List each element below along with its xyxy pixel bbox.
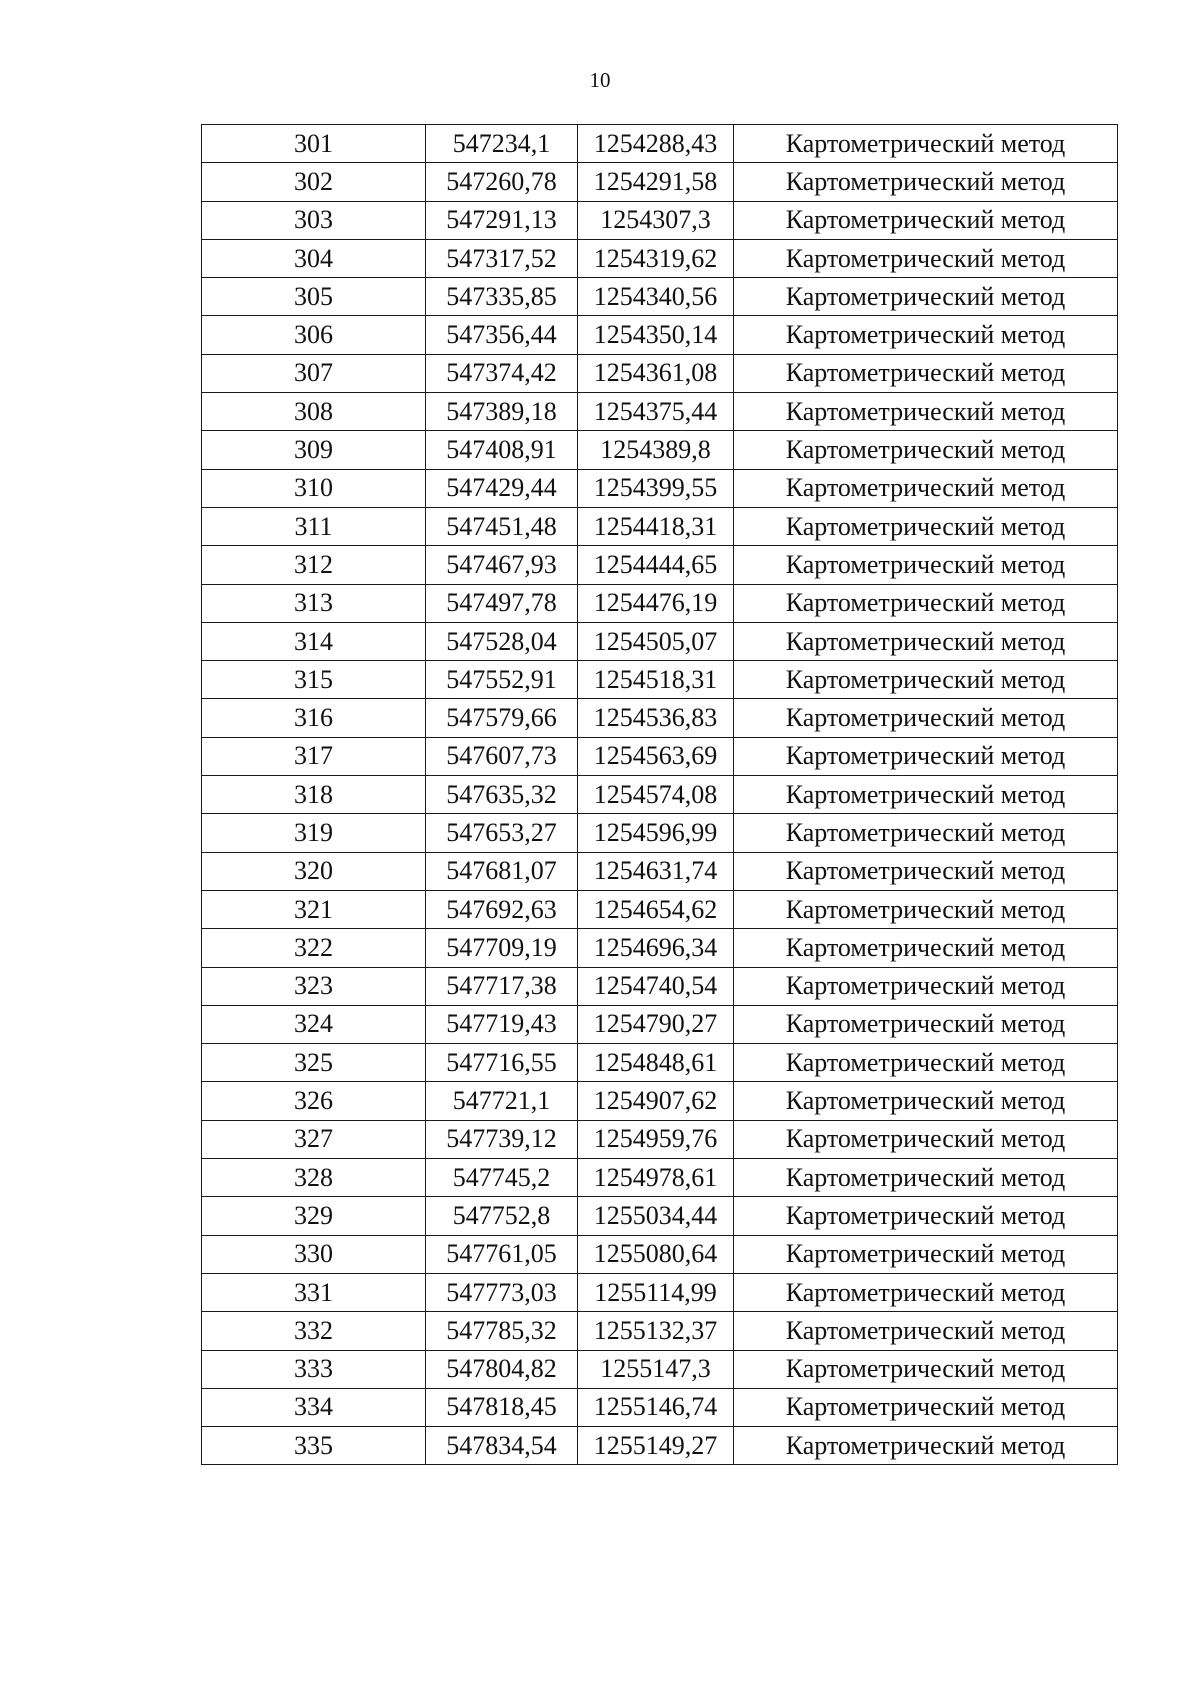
method-cell: Картометрический метод: [734, 1427, 1118, 1465]
table-row: [202, 967, 1118, 1005]
x-coordinate-cell: 547528,04: [426, 622, 578, 660]
coordinates-table-body: [202, 125, 1118, 1465]
x-coordinate-cell: 547653,27: [426, 814, 578, 852]
method-cell: Картометрический метод: [734, 699, 1118, 737]
table-row: [202, 1044, 1118, 1082]
table-row: [202, 1312, 1118, 1350]
point-number-cell: 320: [202, 852, 426, 890]
y-coordinate-cell: 1254418,31: [578, 507, 734, 545]
x-coordinate-cell: 547356,44: [426, 316, 578, 354]
table-row: [202, 1159, 1118, 1197]
table-row: [202, 316, 1118, 354]
y-coordinate-cell: 1255147,3: [578, 1350, 734, 1388]
method-cell: Картометрический метод: [734, 1159, 1118, 1197]
point-number-cell: 301: [202, 125, 426, 163]
table-row: [202, 163, 1118, 201]
point-number-cell: 308: [202, 393, 426, 431]
table-row: [202, 469, 1118, 507]
table-row: [202, 1120, 1118, 1158]
point-number-cell: 305: [202, 278, 426, 316]
table-row: [202, 1005, 1118, 1043]
y-coordinate-cell: 1254389,8: [578, 431, 734, 469]
y-coordinate-cell: 1254959,76: [578, 1120, 734, 1158]
point-number-cell: 319: [202, 814, 426, 852]
method-cell: Картометрический метод: [734, 1120, 1118, 1158]
method-cell: Картометрический метод: [734, 239, 1118, 277]
x-coordinate-cell: 547451,48: [426, 507, 578, 545]
y-coordinate-cell: 1254476,19: [578, 584, 734, 622]
point-number-cell: 313: [202, 584, 426, 622]
y-coordinate-cell: 1254574,08: [578, 776, 734, 814]
method-cell: Картометрический метод: [734, 661, 1118, 699]
x-coordinate-cell: 547497,78: [426, 584, 578, 622]
point-number-cell: 306: [202, 316, 426, 354]
x-coordinate-cell: 547752,8: [426, 1197, 578, 1235]
table-row: [202, 201, 1118, 239]
y-coordinate-cell: 1255146,74: [578, 1388, 734, 1426]
method-cell: Картометрический метод: [734, 622, 1118, 660]
x-coordinate-cell: 547721,1: [426, 1082, 578, 1120]
point-number-cell: 330: [202, 1235, 426, 1273]
method-cell: Картометрический метод: [734, 354, 1118, 392]
method-cell: Картометрический метод: [734, 814, 1118, 852]
point-number-cell: 321: [202, 890, 426, 928]
x-coordinate-cell: 547745,2: [426, 1159, 578, 1197]
point-number-cell: 317: [202, 737, 426, 775]
x-coordinate-cell: 547429,44: [426, 469, 578, 507]
y-coordinate-cell: 1254505,07: [578, 622, 734, 660]
y-coordinate-cell: 1254361,08: [578, 354, 734, 392]
x-coordinate-cell: 547834,54: [426, 1427, 578, 1465]
x-coordinate-cell: 547717,38: [426, 967, 578, 1005]
x-coordinate-cell: 547761,05: [426, 1235, 578, 1273]
method-cell: Картометрический метод: [734, 852, 1118, 890]
method-cell: Картометрический метод: [734, 929, 1118, 967]
x-coordinate-cell: 547739,12: [426, 1120, 578, 1158]
x-coordinate-cell: 547389,18: [426, 393, 578, 431]
y-coordinate-cell: 1255132,37: [578, 1312, 734, 1350]
point-number-cell: 334: [202, 1388, 426, 1426]
coordinates-table: [201, 124, 1118, 1465]
table-row: [202, 1350, 1118, 1388]
method-cell: Картометрический метод: [734, 316, 1118, 354]
x-coordinate-cell: 547719,43: [426, 1005, 578, 1043]
table-row: [202, 239, 1118, 277]
y-coordinate-cell: 1255149,27: [578, 1427, 734, 1465]
x-coordinate-cell: 547607,73: [426, 737, 578, 775]
method-cell: Картометрический метод: [734, 890, 1118, 928]
point-number-cell: 318: [202, 776, 426, 814]
method-cell: Картометрический метод: [734, 1235, 1118, 1273]
method-cell: Картометрический метод: [734, 1273, 1118, 1311]
point-number-cell: 302: [202, 163, 426, 201]
x-coordinate-cell: 547408,91: [426, 431, 578, 469]
method-cell: Картометрический метод: [734, 393, 1118, 431]
x-coordinate-cell: 547291,13: [426, 201, 578, 239]
y-coordinate-cell: 1254319,62: [578, 239, 734, 277]
x-coordinate-cell: 547681,07: [426, 852, 578, 890]
table-row: [202, 431, 1118, 469]
y-coordinate-cell: 1254536,83: [578, 699, 734, 737]
point-number-cell: 325: [202, 1044, 426, 1082]
x-coordinate-cell: 547804,82: [426, 1350, 578, 1388]
x-coordinate-cell: 547552,91: [426, 661, 578, 699]
y-coordinate-cell: 1254340,56: [578, 278, 734, 316]
x-coordinate-cell: 547773,03: [426, 1273, 578, 1311]
x-coordinate-cell: 547709,19: [426, 929, 578, 967]
point-number-cell: 332: [202, 1312, 426, 1350]
point-number-cell: 322: [202, 929, 426, 967]
x-coordinate-cell: 547317,52: [426, 239, 578, 277]
table-row: [202, 1427, 1118, 1465]
table-row: [202, 929, 1118, 967]
x-coordinate-cell: 547785,32: [426, 1312, 578, 1350]
table-row: [202, 1082, 1118, 1120]
point-number-cell: 315: [202, 661, 426, 699]
y-coordinate-cell: 1254399,55: [578, 469, 734, 507]
table-row: [202, 661, 1118, 699]
point-number-cell: 304: [202, 239, 426, 277]
point-number-cell: 333: [202, 1350, 426, 1388]
table-row: [202, 125, 1118, 163]
table-row: [202, 890, 1118, 928]
table-row: [202, 507, 1118, 545]
table-row: [202, 354, 1118, 392]
point-number-cell: 316: [202, 699, 426, 737]
method-cell: Картометрический метод: [734, 1197, 1118, 1235]
y-coordinate-cell: 1254288,43: [578, 125, 734, 163]
method-cell: Картометрический метод: [734, 1005, 1118, 1043]
point-number-cell: 309: [202, 431, 426, 469]
y-coordinate-cell: 1255080,64: [578, 1235, 734, 1273]
point-number-cell: 310: [202, 469, 426, 507]
point-number-cell: 335: [202, 1427, 426, 1465]
y-coordinate-cell: 1254563,69: [578, 737, 734, 775]
point-number-cell: 331: [202, 1273, 426, 1311]
point-number-cell: 326: [202, 1082, 426, 1120]
x-coordinate-cell: 547234,1: [426, 125, 578, 163]
point-number-cell: 327: [202, 1120, 426, 1158]
y-coordinate-cell: 1254350,14: [578, 316, 734, 354]
method-cell: Картометрический метод: [734, 125, 1118, 163]
x-coordinate-cell: 547818,45: [426, 1388, 578, 1426]
point-number-cell: 311: [202, 507, 426, 545]
point-number-cell: 307: [202, 354, 426, 392]
x-coordinate-cell: 547692,63: [426, 890, 578, 928]
method-cell: Картометрический метод: [734, 546, 1118, 584]
point-number-cell: 303: [202, 201, 426, 239]
method-cell: Картометрический метод: [734, 1388, 1118, 1426]
y-coordinate-cell: 1254307,3: [578, 201, 734, 239]
y-coordinate-cell: 1254848,61: [578, 1044, 734, 1082]
method-cell: Картометрический метод: [734, 737, 1118, 775]
method-cell: Картометрический метод: [734, 431, 1118, 469]
x-coordinate-cell: 547260,78: [426, 163, 578, 201]
table-row: [202, 584, 1118, 622]
table-row: [202, 1197, 1118, 1235]
table-row: [202, 852, 1118, 890]
method-cell: Картометрический метод: [734, 1044, 1118, 1082]
table-row: [202, 278, 1118, 316]
method-cell: Картометрический метод: [734, 1312, 1118, 1350]
method-cell: Картометрический метод: [734, 1350, 1118, 1388]
x-coordinate-cell: 547467,93: [426, 546, 578, 584]
method-cell: Картометрический метод: [734, 201, 1118, 239]
point-number-cell: 324: [202, 1005, 426, 1043]
y-coordinate-cell: 1254518,31: [578, 661, 734, 699]
table-row: [202, 737, 1118, 775]
y-coordinate-cell: 1255114,99: [578, 1273, 734, 1311]
table-row: [202, 1273, 1118, 1311]
x-coordinate-cell: 547635,32: [426, 776, 578, 814]
table-row: [202, 814, 1118, 852]
table-row: [202, 546, 1118, 584]
table-row: [202, 622, 1118, 660]
x-coordinate-cell: 547579,66: [426, 699, 578, 737]
table-row: [202, 699, 1118, 737]
y-coordinate-cell: 1254444,65: [578, 546, 734, 584]
method-cell: Картометрический метод: [734, 507, 1118, 545]
table-row: [202, 1388, 1118, 1426]
point-number-cell: 323: [202, 967, 426, 1005]
method-cell: Картометрический метод: [734, 469, 1118, 507]
y-coordinate-cell: 1254291,58: [578, 163, 734, 201]
page-number: 10: [589, 68, 611, 92]
y-coordinate-cell: 1254696,34: [578, 929, 734, 967]
x-coordinate-cell: 547335,85: [426, 278, 578, 316]
y-coordinate-cell: 1254740,54: [578, 967, 734, 1005]
table-row: [202, 393, 1118, 431]
y-coordinate-cell: 1254631,74: [578, 852, 734, 890]
y-coordinate-cell: 1254907,62: [578, 1082, 734, 1120]
y-coordinate-cell: 1254596,99: [578, 814, 734, 852]
y-coordinate-cell: 1254790,27: [578, 1005, 734, 1043]
point-number-cell: 312: [202, 546, 426, 584]
point-number-cell: 329: [202, 1197, 426, 1235]
x-coordinate-cell: 547374,42: [426, 354, 578, 392]
y-coordinate-cell: 1254375,44: [578, 393, 734, 431]
point-number-cell: 328: [202, 1159, 426, 1197]
method-cell: Картометрический метод: [734, 163, 1118, 201]
x-coordinate-cell: 547716,55: [426, 1044, 578, 1082]
method-cell: Картометрический метод: [734, 967, 1118, 1005]
y-coordinate-cell: 1255034,44: [578, 1197, 734, 1235]
y-coordinate-cell: 1254978,61: [578, 1159, 734, 1197]
y-coordinate-cell: 1254654,62: [578, 890, 734, 928]
method-cell: Картометрический метод: [734, 278, 1118, 316]
method-cell: Картометрический метод: [734, 1082, 1118, 1120]
method-cell: Картометрический метод: [734, 584, 1118, 622]
table-row: [202, 1235, 1118, 1273]
table-row: [202, 776, 1118, 814]
method-cell: Картометрический метод: [734, 776, 1118, 814]
point-number-cell: 314: [202, 622, 426, 660]
